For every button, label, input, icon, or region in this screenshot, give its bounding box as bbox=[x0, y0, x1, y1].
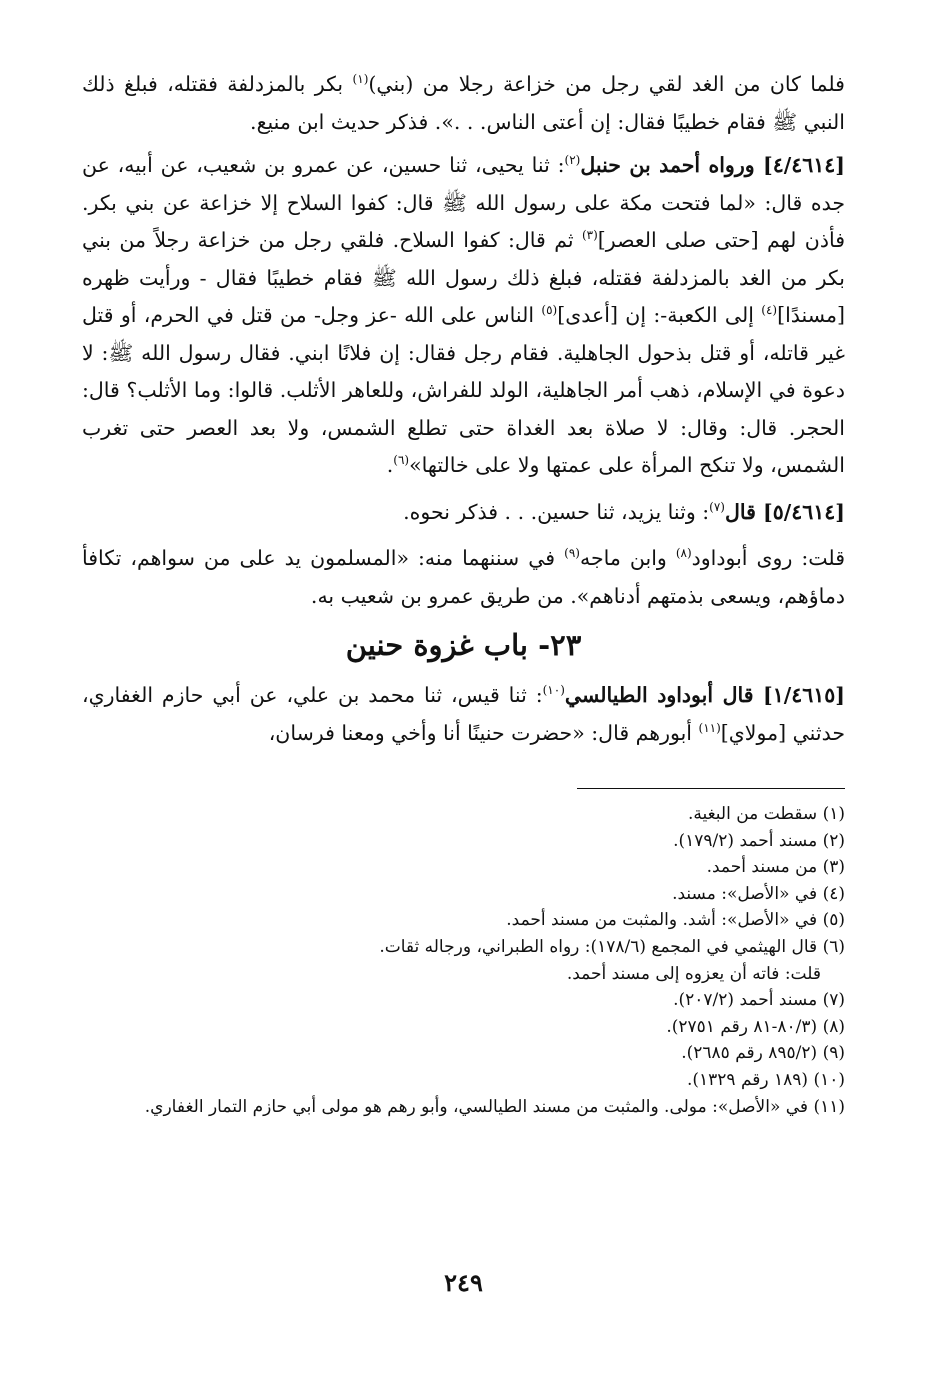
hadith-reference: [١/٤٦١٥] قال أبوداود الطيالسي bbox=[564, 683, 845, 707]
paragraph bbox=[82, 494, 845, 532]
text-segment: : ثنا قيس، ثنا محمد بن علي، عن أبي حازم الغفاري، حدثني [مولاي] bbox=[82, 683, 845, 745]
text-segment: ثم قال: كفوا السلاح. فلقي رجل من خزاعة رجلاً من بني بكر من الغد بالمزدلفة فقتله، فبلغ ذلك رسول الله ﷺ فقام خطيبًا فقال - ورأيت ظهره [مسندًا] bbox=[82, 228, 845, 327]
main-text bbox=[82, 66, 845, 615]
paragraph bbox=[82, 147, 845, 485]
footnote: قلت: فاته أن يعزوه إلى مسند أحمد. bbox=[566, 963, 821, 984]
text-segment: : وثنا يزيد، ثنا حسين. . . فذكر نحوه. bbox=[403, 499, 710, 524]
hadith-reference: [٤/٤٦١٤] ورواه أحمد بن حنبل bbox=[580, 153, 845, 177]
footnote: (٢) مسند أحمد (١٧٩/٢). bbox=[673, 830, 845, 851]
footnote: (٧) مسند أحمد (٢٠٧/٢). bbox=[673, 990, 845, 1011]
footnote-marker: (٢) bbox=[564, 153, 581, 168]
footnote: (١٠) (١٨٩ رقم ١٣٢٩). bbox=[686, 1069, 845, 1090]
footnote: (٥) في «الأصل»: أشد. والمثبت من مسند أحمد. bbox=[506, 910, 845, 931]
text-segment: وابن ماجه bbox=[579, 546, 676, 570]
main-text-after-heading bbox=[82, 677, 845, 752]
text-segment: : ثنا يحيى، ثنا حسين، عن عمرو بن شعيب، عن أبيه، عن جده قال: «لما فتحت مكة على رسول الله ﷺ قال: كفوا السلاح إلا خزاعة عن بني بكر. فأذن لهم [حتى صلى العصر] bbox=[82, 153, 845, 252]
footnote-marker: (٩) bbox=[564, 546, 580, 561]
footnote: (١١) في «الأصل»: مولى. والمثبت من مسند الطيالسي، وأبو رهم هو مولى أبي حازم التمار الغفاري. bbox=[144, 1096, 845, 1117]
text-segment: . bbox=[386, 453, 394, 477]
footnote-marker: (٨) bbox=[675, 546, 692, 561]
footnote-marker: (١١) bbox=[698, 720, 721, 735]
paragraph bbox=[82, 540, 845, 615]
footnotes bbox=[82, 801, 845, 1120]
chapter-heading: ٢٣- باب غزوة حنين bbox=[345, 628, 582, 662]
text-segment: فلما كان من الغد لقي رجل من خزاعة رجلا من (بني) bbox=[368, 72, 845, 96]
text-segment: أبورهم قال: «حضرت حنينًا أنا وأخي ومعنا فرسان، bbox=[268, 720, 699, 745]
text-segment: الناس على الله -عز وجل- من قتل في الحرم، أو قتل غير قاتله، أو قتل بذحول الجاهلية. فقام رجل فقال: إن فلانًا ابني. فقال رسول الله ﷺ: لا دعوة في الإسلام، ذهب أمر الجاهلية، الولد للفراش، وللعاهر الأثلب. قالوا: وما الأثلب؟ قال: الحجر. قال: وقال: لا صلاة بعد الغداة حتى تطلع الشمس، ولا بعد العصر حتى تغرب الشمس، ولا تنكح المرأة على عمتها ولا على خالتها» bbox=[82, 303, 845, 477]
paragraph bbox=[82, 66, 845, 141]
footnote: (٩) (٨٩٥/٢ رقم ٢٦٨٥). bbox=[681, 1043, 845, 1064]
footnote: (٤) في «الأصل»: مسند. bbox=[672, 883, 845, 904]
footnote-separator bbox=[577, 788, 845, 789]
hadith-reference: [٥/٤٦١٤] قال bbox=[724, 499, 845, 524]
footnote-marker: (٧) bbox=[709, 499, 725, 514]
footnote-marker: (٥) bbox=[541, 303, 558, 318]
footnote: (٦) قال الهيثمي في المجمع (١٧٨/٦): رواه الطبراني، ورجاله ثقات. bbox=[379, 936, 845, 957]
text-segment: قلت: روى أبوداود bbox=[691, 546, 845, 570]
footnote-marker: (٦) bbox=[393, 453, 410, 468]
footnote-marker: (١) bbox=[352, 72, 369, 87]
page-number: ٢٤٩ bbox=[444, 1268, 483, 1297]
text-segment: إلى الكعبة-: إن [أعدى] bbox=[557, 303, 762, 327]
text-segment: بكر بالمزدلفة فقتله، فبلغ ذلك النبي ﷺ فقام خطيبًا فقال: إن أعتى الناس. . .». فذكر حديث ابن منيع. bbox=[82, 72, 845, 134]
footnote: (٣) من مسند أحمد. bbox=[706, 857, 845, 878]
footnote: (٨) (٨٠/٣-٨١ رقم ٢٧٥١). bbox=[666, 1016, 845, 1037]
footnote-marker: (١٠) bbox=[542, 683, 565, 698]
footnote: (١) سقطت من البغية. bbox=[687, 804, 845, 824]
paragraph bbox=[82, 677, 845, 752]
footnote-marker: (٣) bbox=[581, 228, 598, 243]
footnote-marker: (٤) bbox=[761, 303, 778, 318]
text-segment: في سننهما منه: «المسلمون يد على من سواهم، تكافأ دماؤهم، ويسعى بذمتهم أدناهم». من طريق عمرو بن شعيب به. bbox=[82, 546, 845, 608]
